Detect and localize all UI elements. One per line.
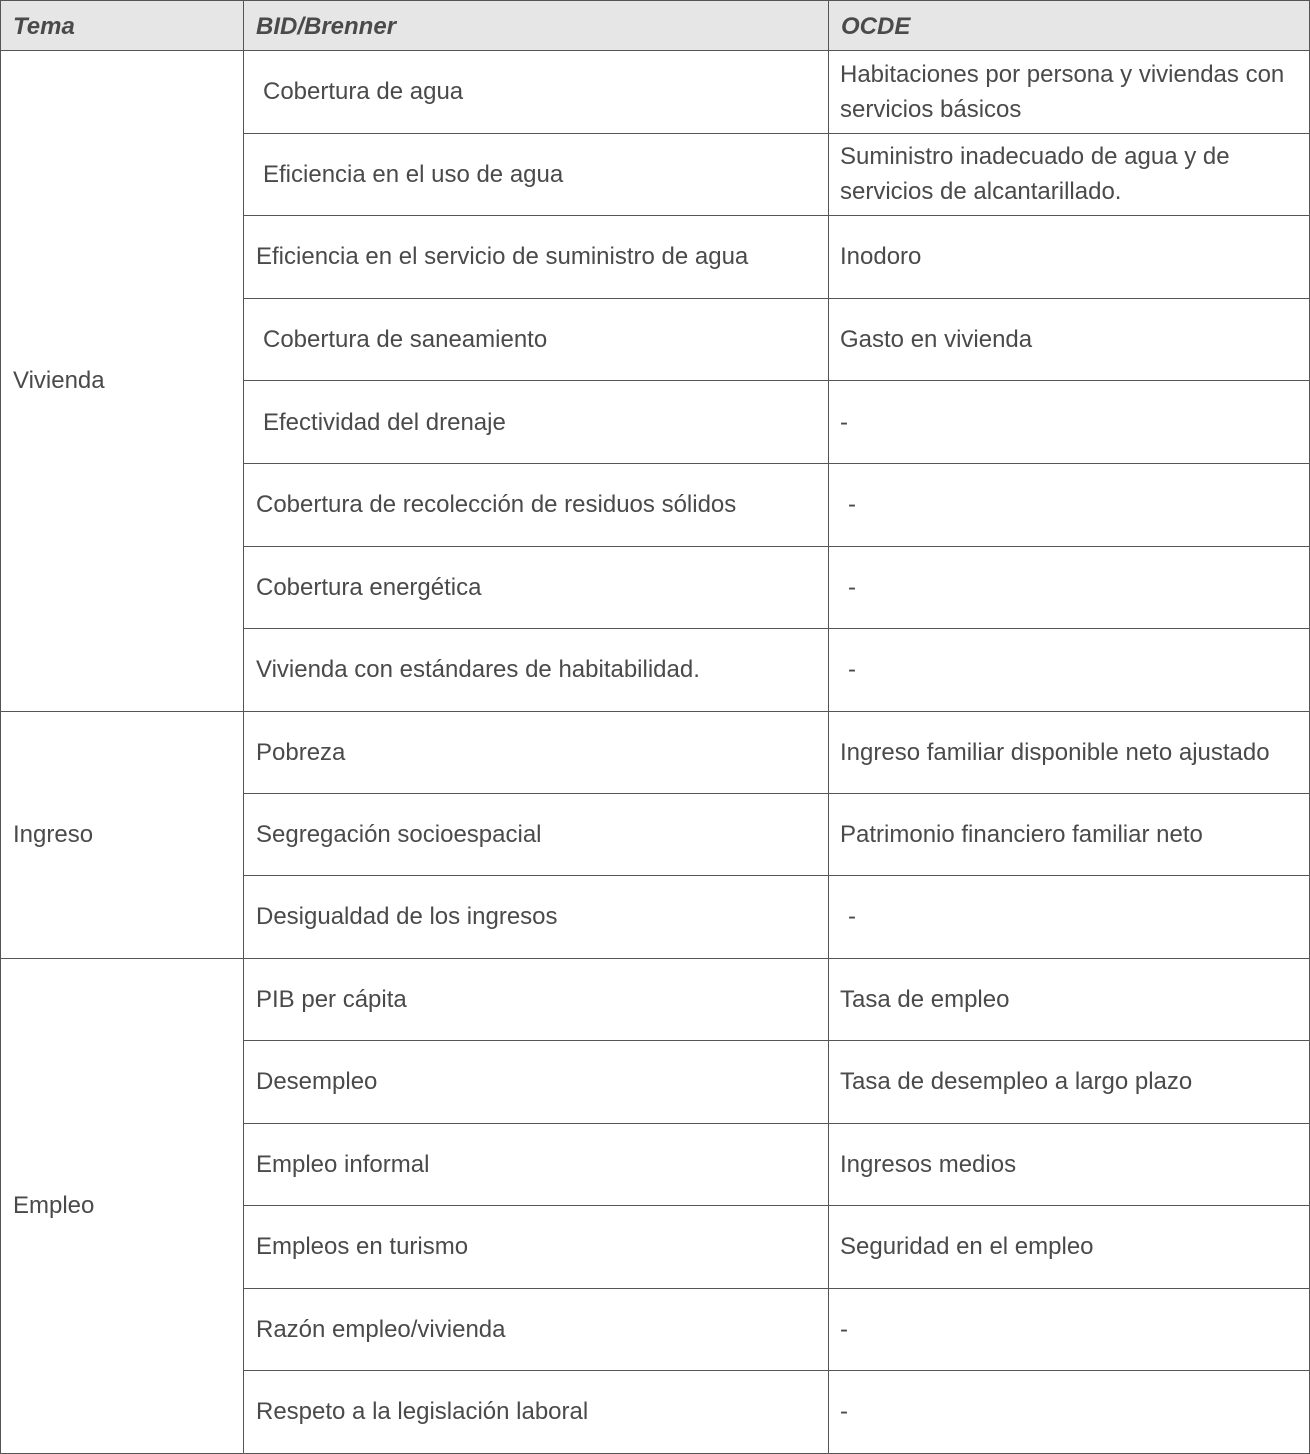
header-bid-brenner: BID/Brenner [244,1,829,51]
bid-cell: Respeto a la legislación laboral [244,1371,829,1454]
bid-cell: Desempleo [244,1041,829,1124]
ocde-cell: - [829,463,1310,546]
ocde-cell: - [829,1371,1310,1454]
ocde-cell: Ingreso familiar disponible neto ajustado [829,711,1310,793]
ocde-cell: Tasa de desempleo a largo plazo [829,1041,1310,1124]
bid-cell: Vivienda con estándares de habitabilidad. [244,629,829,712]
ocde-cell: - [829,876,1310,958]
bid-cell: Empleo informal [244,1123,829,1206]
bid-cell: Cobertura de saneamiento [244,298,829,381]
bid-cell: Cobertura energética [244,546,829,629]
table-row [1,711,1310,793]
ocde-cell: - [829,381,1310,464]
ocde-cell: Seguridad en el empleo [829,1206,1310,1289]
ocde-cell: Inodoro [829,216,1310,299]
bid-cell: Segregación socioespacial [244,794,829,876]
table-row [1,958,1310,1041]
header-ocde: OCDE [829,1,1310,51]
ocde-cell: Gasto en vivienda [829,298,1310,381]
bid-cell: Desigualdad de los ingresos [244,876,829,958]
bid-cell: Razón empleo/vivienda [244,1288,829,1371]
bid-cell: Efectividad del drenaje [244,381,829,464]
ocde-cell: Tasa de empleo [829,958,1310,1041]
ocde-cell: Suministro inadecuado de agua y de servicios de alcantarillado. [829,133,1310,216]
theme-cell-empleo: Empleo [1,958,244,1453]
ocde-cell: Patrimonio financiero familiar neto [829,794,1310,876]
header-tema: Tema [1,1,244,51]
ocde-cell: - [829,629,1310,712]
ocde-cell: Habitaciones por persona y viviendas con servicios básicos [829,51,1310,134]
bid-cell: PIB per cápita [244,958,829,1041]
table-header-row [1,1,1310,51]
ocde-cell: - [829,546,1310,629]
table-row [1,51,1310,134]
bid-cell: Pobreza [244,711,829,793]
theme-cell-ingreso: Ingreso [1,711,244,958]
bid-cell: Cobertura de recolección de residuos sólidos [244,463,829,546]
ocde-cell: Ingresos medios [829,1123,1310,1206]
bid-cell: Empleos en turismo [244,1206,829,1289]
theme-cell-vivienda: Vivienda [1,51,244,712]
bid-cell: Eficiencia en el servicio de suministro de agua [244,216,829,299]
ocde-cell: - [829,1288,1310,1371]
bid-cell: Eficiencia en el uso de agua [244,133,829,216]
bid-cell: Cobertura de agua [244,51,829,134]
